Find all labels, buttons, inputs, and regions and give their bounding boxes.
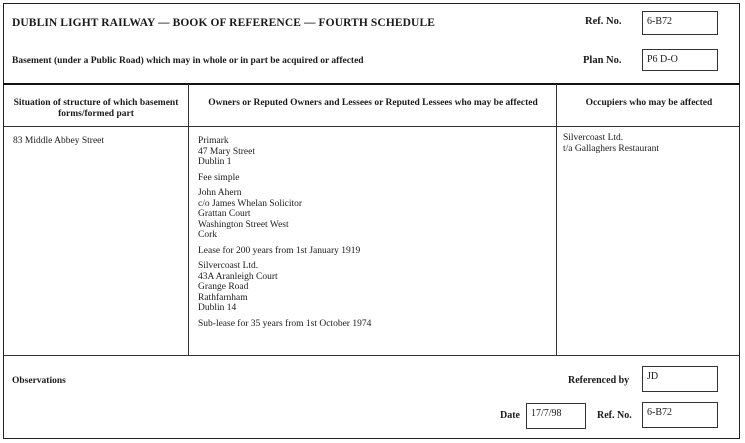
observations-label: Observations [12,376,66,386]
ref-no-field[interactable]: 6-B72 [642,11,718,35]
footer-ref-no-field[interactable]: 6-B72 [642,402,718,428]
owners-cell [198,136,553,334]
referenced-by-field[interactable]: JD [642,366,718,392]
column-header-owners: Owners or Reputed Owners and Lessees or Reputed Lessees who may be affected [208,98,538,108]
ref-no-label: Ref. No. [585,16,622,27]
date-label: Date [500,410,520,421]
document-subtitle: Basement (under a Public Road) which may in whole or in part be acquired or affected [12,56,364,66]
referenced-by-label: Referenced by [568,375,630,386]
plan-no-label: Plan No. [583,55,622,66]
document-title: DUBLIN LIGHT RAILWAY — BOOK OF REFERENCE — FOURTH SCHEDULE [12,17,435,29]
owner-tenure: Sub-lease for 35 years from 1st October 1974 [198,318,372,329]
column-header-occupiers: Occupiers who may be affected [585,98,713,108]
table-bottom-rule [3,355,740,356]
column-divider-1 [188,84,189,355]
plan-no-field[interactable]: P6 D-O [642,49,718,71]
owner-entry: John Ahern c/o James Whelan Solicitor Grattan Court Washington Street West Cork [198,188,303,240]
owner-entry: Silvercoast Ltd. 43A Aranleigh Court Grange Road Rathfarnham Dublin 14 [198,261,278,313]
owner-tenure: Fee simple [198,172,240,183]
occupiers-cell: Silvercoast Ltd. t/a Gallaghers Restaurant [563,133,660,154]
column-divider-2 [556,84,557,355]
owner-tenure: Lease for 200 years from 1st January 1919 [198,245,361,256]
footer-ref-no-label: Ref. No. [597,410,632,421]
table-top-rule [3,83,740,85]
situation-cell: 83 Middle Abbey Street [13,136,105,146]
date-field[interactable]: 17/7/98 [526,403,586,429]
header-bottom-rule [3,126,740,127]
owner-entry: Primark 47 Mary Street Dublin 1 [198,136,255,167]
column-header-situation: Situation of structure of which basement forms/formed part [13,98,179,119]
